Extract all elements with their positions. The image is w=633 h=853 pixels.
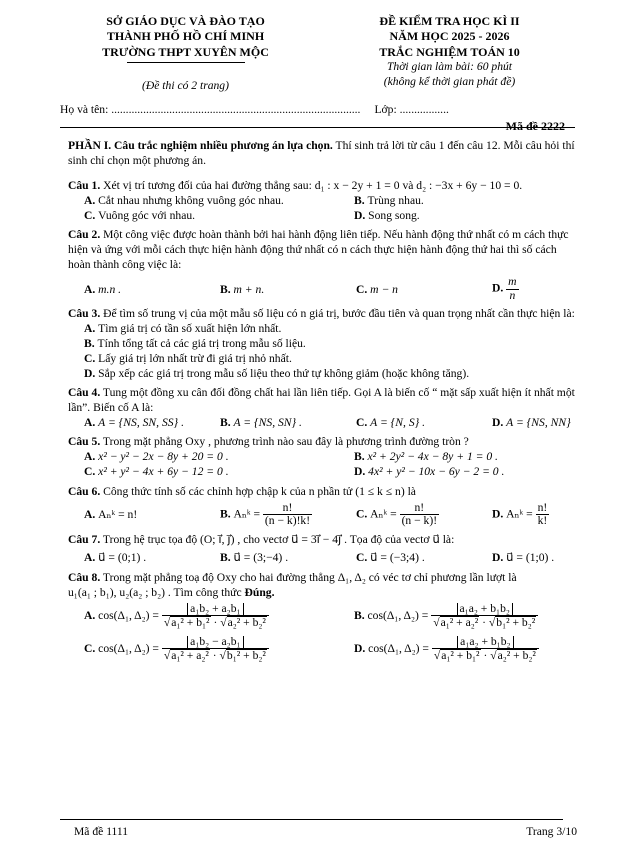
option-d[interactable]: D. A = {NS, NN} xyxy=(492,416,571,430)
part1-title: PHẦN I. Câu trắc nghiệm nhiều phương án lựa chọn. xyxy=(68,138,333,152)
option-b[interactable]: B. u⃗ = (3;−4) . xyxy=(220,550,289,564)
option-d[interactable]: D. Aₙᵏ = $\frac{n!}{k!}$ xyxy=(492,500,548,527)
question-text: Trong mặt phẳng toạ độ Oxy cho hai đường thẳng Δ₁, Δ₂ có véc tơ chỉ phương lần lượt là xyxy=(100,571,517,585)
option-d[interactable]: D. Sắp xếp các giá trị trong mẫu số liệu theo thứ tự không giảm (hoặc không tăng). xyxy=(84,367,470,381)
question-7-options xyxy=(84,550,577,565)
option-c[interactable]: C. A = {N, S} . xyxy=(356,416,426,430)
option-a[interactable]: A. Tìm giá trị có tần số xuất hiện lớn nhất. xyxy=(84,321,282,335)
option-c[interactable]: C. Aₙᵏ = $\frac{n!}{(n - k)!}$ xyxy=(356,500,438,527)
option-a[interactable]: A. Cắt nhau nhưng không vuông góc nhau. xyxy=(84,194,284,208)
question-text: Để tìm số trung vị của một mẫu số liệu có n giá trị, bước đầu tiên và quan trọng nhất cần thực hiện là: xyxy=(100,306,575,320)
question-number: Câu 7. xyxy=(68,532,101,546)
question-1 xyxy=(68,178,577,193)
option-d[interactable]: D. cos(Δ₁, Δ₂) = $\frac{\text{a₁a₂ + b₁b₂}}{\text{√a₁² + b₁² · √a₂² + b₂²}}$ xyxy=(354,636,577,662)
question-8-options xyxy=(84,603,577,662)
question-text: Trong mặt phẳng Oxy , phương trình nào sau đây là phương trình đường tròn ? xyxy=(100,435,469,449)
option-c[interactable]: C. cos(Δ₁, Δ₂) = $\frac{\text{a₁b₂ − a₂b₁}}{\text{√a₁² + a₂² · √b₁² + b₂²}}$ xyxy=(84,636,354,662)
option-b[interactable]: B. m + n. xyxy=(220,282,265,296)
exam-title: ĐỀ KIỂM TRA HỌC KÌ II xyxy=(379,14,520,28)
page-footer xyxy=(74,819,577,839)
question-2-options xyxy=(84,276,577,301)
question-7 xyxy=(68,532,577,547)
option-b[interactable]: B. Aₙᵏ = $\frac{n!}{(n - k)!k!}$ xyxy=(220,500,311,527)
exam-code: Mã đề 2222 xyxy=(505,119,565,133)
option-b[interactable]: B. Trùng nhau. xyxy=(354,194,424,208)
question-number: Câu 6. xyxy=(68,484,101,498)
question-text: Xét vị trí tương đối của hai đường thẳng sau: d₁ : x − 2y + 1 = 0 và d₂ : −3x + 6y − 10 = 0. xyxy=(100,179,523,193)
header-school-block xyxy=(58,14,313,94)
option-c[interactable]: C. Vuông góc với nhau. xyxy=(84,209,196,223)
option-b[interactable]: B. x² + 2y² − 4x − 8y + 1 = 0 . xyxy=(354,450,498,464)
student-info-row xyxy=(60,102,577,117)
header-exam-block xyxy=(322,14,577,94)
option-a[interactable]: A. Aₙᵏ = n! xyxy=(84,507,138,521)
school-name: TRƯỜNG THPT XUYÊN MỘC xyxy=(102,44,269,59)
option-a[interactable]: A. A = {NS, SN, SS} . xyxy=(84,416,184,430)
student-name-field: Họ và tên: ...................................................................................... xyxy=(60,102,361,116)
header-underline xyxy=(127,62,245,63)
page-count-note: (Đề thi có 2 trang) xyxy=(142,79,229,93)
question-text: Trong hệ trục tọa độ (O; i⃗, j⃗) , cho vectơ u⃗ = 3i⃗ − 4j⃗ . Tọa độ của vectơ u⃗ là: xyxy=(100,532,455,546)
question-6-options xyxy=(84,502,577,527)
question-4-options xyxy=(84,415,577,430)
question-text: Tung một đồng xu cân đối đồng chất hai lần liên tiếp. Gọi A là biến cố “ mặt sấp xuất hiện ít nhất một lần”. Biến cố A là: xyxy=(68,386,575,415)
question-6 xyxy=(68,484,577,499)
question-number: Câu 5. xyxy=(68,435,101,449)
option-d[interactable]: D. Song song. xyxy=(354,209,420,223)
question-3-options xyxy=(84,321,577,381)
option-a[interactable]: A. m.n . xyxy=(84,282,122,296)
city-name: THÀNH PHỐ HỒ CHÍ MINH xyxy=(106,29,265,44)
footer-exam-code: Mã đề 1111 xyxy=(74,824,129,838)
option-a[interactable]: A. cos(Δ₁, Δ₂) = $\frac{\text{a₁b₂ + a₂b₁}}{\text{√a₁² + b₁² · √a₂² + b₂²}}$ xyxy=(84,603,354,629)
option-c[interactable]: C. x² + y² − 4x + 6y − 12 = 0 . xyxy=(84,465,229,479)
question-text: Công thức tính số các chỉnh hợp chập k của n phần tử (1 ≤ k ≤ n) là xyxy=(100,484,416,498)
question-number: Câu 1. xyxy=(68,179,101,193)
divider xyxy=(60,127,575,128)
question-5 xyxy=(68,434,577,449)
question-text-line2: u₁(a₁ ; b₁), u₂(a₂ ; b₂) . Tìm công thức Đúng. xyxy=(68,586,275,600)
option-a[interactable]: A. x² − y² − 2x − 8y + 20 = 0 . xyxy=(84,450,229,464)
option-b[interactable]: B. cos(Δ₁, Δ₂) = $\frac{\text{a₁a₂ + b₁b₂}}{\text{√a₁² + a₂² · √b₁² + b₂²}}$ xyxy=(354,603,577,629)
option-d[interactable]: D. u⃗ = (1;0) . xyxy=(492,550,555,564)
question-text: Một công việc được hoàn thành bởi hai hành động liên tiếp. Nếu hành động thứ nhất có m cách thực hiện và ứng với mỗi cách thực hiện hành động thứ nhất có n cách thực hiện hành động thứ hai thì số cách hoàn thành công việc là: xyxy=(68,228,569,272)
school-year: NĂM HỌC 2025 - 2026 xyxy=(389,29,510,44)
page-number: Trang 3/10 xyxy=(526,824,577,838)
option-d[interactable]: D. $\frac{m}{n}$ xyxy=(492,275,517,302)
question-5-options xyxy=(84,449,577,479)
option-d[interactable]: D. 4x² + y² − 10x − 6y − 2 = 0 . xyxy=(354,465,505,479)
option-c[interactable]: C. m − n xyxy=(356,282,398,296)
department-name: SỞ GIÁO DỤC VÀ ĐÀO TẠO xyxy=(106,14,265,28)
question-4 xyxy=(68,385,577,415)
time-limit: Thời gian làm bài: 60 phút xyxy=(386,60,513,74)
question-number: Câu 2. xyxy=(68,228,101,242)
question-number: Câu 8. xyxy=(68,571,101,585)
student-class-field: Lớp: ................. xyxy=(374,102,449,116)
option-b[interactable]: B. A = {NS, SN} . xyxy=(220,416,302,430)
option-c[interactable]: C. Lấy giá trị lớn nhất trừ đi giá trị nhỏ nhất. xyxy=(84,352,292,365)
question-3 xyxy=(68,306,577,321)
part1-instruction: Thí sinh trả lời từ câu 1 đến câu 12. Mỗi câu hỏi thí sinh chỉ chọn một phương án. xyxy=(68,138,575,168)
question-8 xyxy=(68,570,577,600)
question-number: Câu 4. xyxy=(68,386,101,400)
question-1-options xyxy=(84,193,577,223)
subject-title: TRẮC NGHIỆM TOÁN 10 xyxy=(379,44,520,59)
footer-divider xyxy=(60,819,563,820)
option-a[interactable]: A. u⃗ = (0;1) . xyxy=(84,550,147,564)
question-number: Câu 3. xyxy=(68,306,101,320)
option-c[interactable]: C. u⃗ = (−3;4) . xyxy=(356,550,425,564)
option-b[interactable]: B. Tính tổng tất cả các giá trị trong mẫu số liệu. xyxy=(84,336,306,350)
part1-heading xyxy=(68,138,577,168)
time-note: (không kể thời gian phát đề) xyxy=(383,74,516,88)
exam-header xyxy=(74,14,577,94)
question-2 xyxy=(68,227,577,272)
